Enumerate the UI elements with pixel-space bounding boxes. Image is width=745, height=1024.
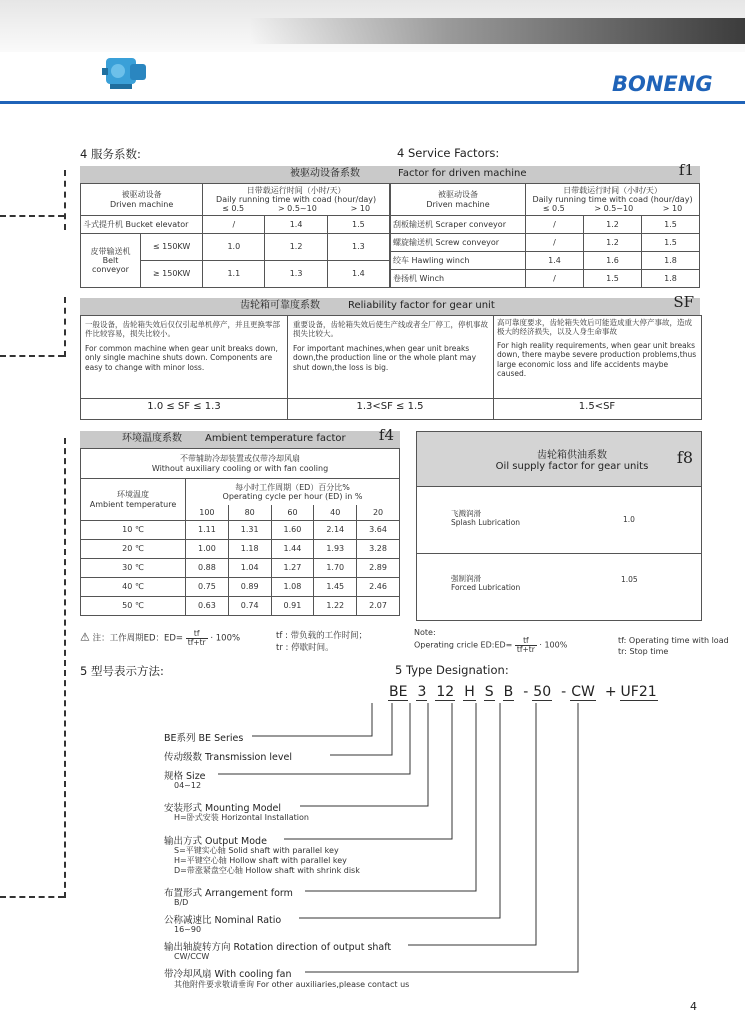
sf-range: 1.3<SF ≤ 1.5 (356, 401, 424, 412)
note-cn-prefix: 注：工作周期ED：ED= (92, 633, 184, 644)
code-part: 50 (533, 684, 552, 700)
note-en-label: Note: (414, 628, 436, 637)
oil-method-cn: 强制润滑 (451, 574, 481, 583)
warning-icon: ⚠ (80, 630, 90, 644)
note-suffix: · 100% (539, 640, 568, 650)
sf-title-cn: 齿轮箱可靠度系数 (240, 300, 320, 311)
sf-range: 1.5<SF (578, 401, 616, 412)
legend-item: 布置形式 Arrangement form (164, 888, 293, 899)
time-col: > 0.5~10 (594, 204, 634, 214)
legend-sub: S=平键实心轴 Solid shaft with parallel key (174, 846, 339, 855)
designation-title-cn: 5 型号表示方法: (80, 664, 164, 678)
note-tf-cn: tf : 带负载的工作时间； (276, 631, 368, 641)
f1-title-en: Factor for driven machine (398, 168, 527, 179)
oil-method-en: Splash Lubrication (451, 518, 521, 528)
value-cell: 0.88 (186, 559, 229, 578)
value-cell: 1.4 (265, 216, 327, 234)
section-title-cn: 4 服务系数: (80, 147, 141, 161)
legend-item: 输出方式 Output Mode (164, 836, 267, 847)
code-part: CW (571, 684, 595, 700)
time-col: > 10 (662, 204, 683, 214)
value-cell: 1.11 (186, 521, 229, 540)
code-separator: - (561, 684, 567, 700)
power-cell: ≥ 150KW (141, 261, 203, 288)
page-number: 4 (690, 1000, 697, 1013)
value-cell: 1.93 (314, 540, 357, 559)
machine-cell: 绞车 Hawling winch (391, 252, 526, 270)
f1-symbol: f1 (678, 161, 694, 179)
col-time-en: Daily running time with coad (hour/day) (216, 194, 377, 204)
temp-cell: 30 ℃ (81, 559, 186, 578)
temp-cell: 20 ℃ (81, 540, 186, 559)
col-driven-en: Driven machine (426, 199, 490, 209)
note-tr-en: tr: Stop time (618, 646, 669, 656)
connector-line (305, 703, 476, 891)
value-cell: 2.46 (357, 578, 400, 597)
note-tf-en: tf: Operating time with load (618, 636, 729, 645)
value-cell: 1.00 (186, 540, 229, 559)
legend-item: 规格 Size (164, 771, 206, 782)
connector-line (252, 703, 372, 736)
value-cell: 1.4 (327, 261, 389, 288)
value-cell: 1.5 (327, 216, 389, 234)
note-frac-den: tf+tr (516, 644, 535, 654)
sf-desc-cn: 高可靠度要求，齿轮箱失效后可能造成重大停产事故，造成极大的经济损失，以及人身生命事故 (497, 318, 692, 337)
legend-sub: B/D (174, 898, 189, 907)
time-col: ≤ 0.5 (542, 204, 565, 214)
value-cell: 1.08 (271, 578, 314, 597)
value-cell: 1.05 (621, 575, 638, 584)
value-cell: 1.0 (623, 515, 635, 524)
sf-desc-en: For high reality requirements, when gear unit breaks down, there maybe severe production problems,thus large economic loss and life accidents maybe caused. (497, 340, 697, 378)
sf-range: 1.0 ≤ SF ≤ 1.3 (147, 401, 221, 412)
connector-line (284, 703, 452, 839)
connector-line (218, 703, 410, 774)
value-cell: 1.70 (314, 559, 357, 578)
code-part: B (503, 684, 514, 700)
legend-item: 带冷却风扇 With cooling fan (164, 969, 292, 980)
value-cell: 1.31 (228, 521, 271, 540)
connector-line (305, 703, 578, 972)
note-tr-cn: tr : 停歇时间。 (276, 643, 334, 654)
value-cell: 3.28 (357, 540, 400, 559)
code-part: 12 (436, 684, 455, 700)
note-en-prefix: Operating cricle ED:ED= (414, 640, 513, 650)
connector-line (408, 703, 536, 945)
code-separator: + (604, 684, 617, 700)
sf-desc-cn: 一般设备，齿轮箱失效后仅仅引起单机停产，并且更换零部件比较容易，损失比较小。 (85, 320, 280, 339)
machine-cell: 斗式提升机 Bucket elevator (81, 216, 203, 234)
code-part: UF21 (620, 684, 657, 700)
value-cell: 1.5 (641, 216, 699, 234)
value-cell: 1.5 (641, 234, 699, 252)
legend-sub: 04~12 (174, 781, 202, 790)
legend-sub: CW/CCW (174, 952, 210, 961)
col-driven-cn: 被驱动设备 (438, 190, 478, 200)
ed-col: 40 (314, 505, 357, 521)
value-cell: 1.2 (583, 216, 641, 234)
col-driven-cn: 被驱动设备 (121, 190, 162, 200)
value-cell: 1.27 (271, 559, 314, 578)
brand-logo: BONENG (612, 72, 713, 96)
value-cell: 1.4 (526, 252, 584, 270)
value-cell: 1.44 (271, 540, 314, 559)
legend-item: 公称减速比 Nominal Ratio (164, 915, 282, 926)
oil-method-cn: 飞溅润滑 (451, 509, 481, 518)
sf-symbol: SF (673, 293, 694, 311)
legend-sub: 其他附件要求敬请垂询 For other auxiliaries,please contact us (174, 980, 410, 989)
section-title-en: 4 Service Factors: (397, 146, 500, 160)
time-col: ≤ 0.5 (222, 204, 245, 214)
value-cell: 0.74 (228, 597, 271, 616)
sf-desc-en: For important machines,when gear unit breaks down,the production line or the whole plant may shut down,the loss is big. (293, 343, 477, 372)
value-cell: 1.3 (327, 234, 389, 261)
legend-sub: 16~90 (174, 925, 202, 934)
col-driven-en: Driven machine (109, 199, 174, 209)
note-frac-num: tf (515, 637, 537, 646)
sf-title-en: Reliability factor for gear unit (348, 300, 495, 311)
value-cell: 1.3 (265, 261, 327, 288)
value-cell: 2.89 (357, 559, 400, 578)
ed-header-en: Operating cycle per hour (ED) in % (222, 491, 363, 501)
f8-title-en: Oil supply factor for gear units (495, 461, 649, 472)
value-cell: / (203, 216, 265, 234)
ed-col: 20 (357, 505, 400, 521)
designation-title-en: 5 Type Designation: (395, 663, 509, 677)
value-cell: 0.63 (186, 597, 229, 616)
temp-cell: 10 ℃ (81, 521, 186, 540)
legend-item: 传动级数 Transmission level (164, 752, 292, 763)
temp-cell: 50 ℃ (81, 597, 186, 616)
ed-col: 80 (228, 505, 271, 521)
value-cell: 1.22 (314, 597, 357, 616)
value-cell: 1.04 (228, 559, 271, 578)
code-part: S (484, 684, 494, 700)
oil-method-en: Forced Lubrication (451, 583, 521, 593)
legend-item: BE系列 BE Series (164, 733, 244, 744)
col-time-cn: 日带载运行时间（小时/天） (246, 185, 346, 195)
sf-desc-cn: 重要设备，齿轮箱失效后使生产线或者全厂停工，停机事故损失比较大。 (293, 320, 488, 339)
power-cell: ≤ 150KW (141, 234, 203, 261)
time-col: > 10 (350, 204, 371, 214)
value-cell: 1.2 (265, 234, 327, 261)
code-part: 3 (417, 684, 427, 700)
note-frac-den: tf+tr (187, 637, 206, 647)
f4-title-cn: 环境温度系数 (122, 433, 182, 444)
value-cell: / (526, 216, 584, 234)
legend-sub: D=带涨紧盘空心轴 Hollow shaft with shrink disk (174, 866, 360, 875)
temp-cell: 40 ℃ (81, 578, 186, 597)
value-cell: / (526, 234, 584, 252)
belt-cn: 皮带输送机 (90, 246, 131, 256)
machine-cell: 刮板输送机 Scraper conveyor (391, 216, 526, 234)
f1-title-cn: 被驱动设备系数 (290, 168, 360, 179)
value-cell: 2.14 (314, 521, 357, 540)
note-frac-num: tf (186, 630, 208, 639)
code-part: H (464, 684, 475, 700)
machine-cell: 螺旋输送机 Screw conveyor (391, 234, 526, 252)
col-time-en: Daily running time with coad (hour/day) (532, 194, 693, 204)
f4-title-en: Ambient temperature factor (205, 433, 346, 444)
ed-header-cn: 每小时工作周期（ED）百分比% (235, 482, 350, 492)
connector-line (330, 703, 392, 755)
col-time-cn: 日带载运行时间（小时/天） (563, 185, 662, 195)
f8-symbol: f8 (676, 448, 693, 467)
legend-sub: H=卧式安装 Horizontal Installation (174, 813, 309, 822)
value-cell: 1.2 (583, 234, 641, 252)
value-cell: 1.1 (203, 261, 265, 288)
value-cell: 1.18 (228, 540, 271, 559)
machine-cell: 卷扬机 Winch (391, 270, 526, 288)
legend-item: 输出轴旋转方向 Rotation direction of output shaft (164, 942, 392, 953)
value-cell: 0.75 (186, 578, 229, 597)
connector-line (299, 703, 500, 918)
value-cell: 1.5 (583, 270, 641, 288)
ed-col: 60 (271, 505, 314, 521)
note-suffix: · 100% (210, 633, 241, 644)
f4-symbol: f4 (378, 426, 394, 444)
belt-en: Belt conveyor (92, 255, 129, 275)
value-cell: 1.6 (583, 252, 641, 270)
value-cell: / (526, 270, 584, 288)
value-cell: 1.45 (314, 578, 357, 597)
code-separator: - (523, 684, 529, 700)
ed-col: 100 (186, 505, 229, 521)
f8-title-cn: 齿轮箱供油系数 (537, 450, 607, 461)
value-cell: 0.89 (228, 578, 271, 597)
time-col: > 0.5~10 (277, 204, 317, 214)
f4-sub-cn: 不带辅助冷却装置或仅带冷却风扇 (180, 454, 300, 464)
legend-item: 安装形式 Mounting Model (164, 803, 282, 814)
value-cell: 0.91 (271, 597, 314, 616)
value-cell: 1.0 (203, 234, 265, 261)
temp-header-en: Ambient temperature (89, 499, 177, 509)
temp-header-cn: 环境温度 (117, 490, 149, 500)
legend-sub: H=平键空心轴 Hollow shaft with parallel key (174, 856, 347, 865)
value-cell: 1.8 (641, 270, 699, 288)
value-cell: 1.8 (641, 252, 699, 270)
value-cell: 1.60 (271, 521, 314, 540)
f4-sub-en: Without auxiliary cooling or with fan cooling (151, 463, 329, 473)
sf-desc-en: For common machine when gear unit breaks down, only single machine shuts down. Components are easy to change with minor loss. (85, 343, 278, 372)
value-cell: 2.07 (357, 597, 400, 616)
code-part: BE (389, 684, 408, 700)
value-cell: 3.64 (357, 521, 400, 540)
